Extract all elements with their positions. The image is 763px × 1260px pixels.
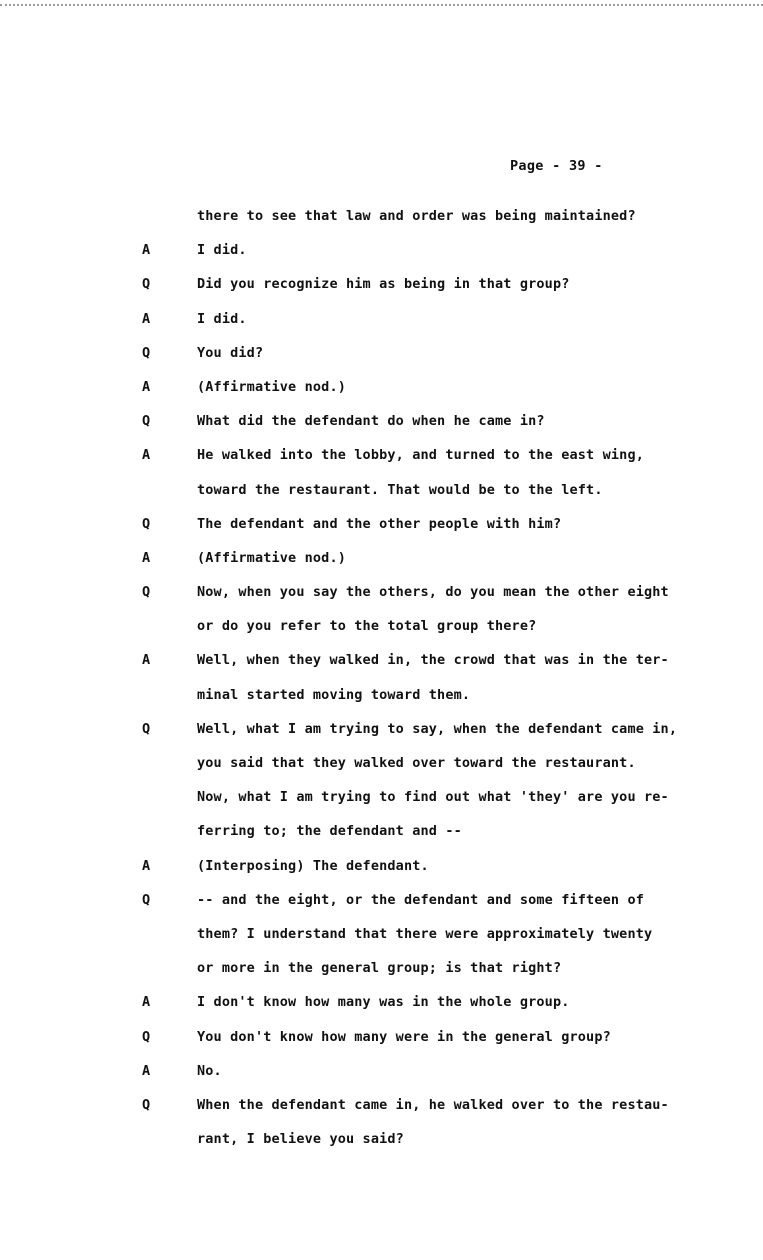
transcript-line xyxy=(0,719,763,753)
page-top-edge xyxy=(0,0,763,6)
speaker-label: Q xyxy=(142,413,151,430)
transcript-line xyxy=(0,1027,763,1061)
line-text: minal started moving toward them. xyxy=(197,686,471,703)
line-text: Now, when you say the others, do you mean the other eight xyxy=(197,584,669,601)
line-text: there to see that law and order was being maintained? xyxy=(197,208,636,224)
speaker-label: Q xyxy=(142,276,151,293)
line-text: You did? xyxy=(197,344,264,361)
transcript-line xyxy=(0,1061,763,1095)
transcript-line xyxy=(0,821,763,855)
line-text: You don't know how many were in the general group? xyxy=(197,1028,611,1045)
transcript-line xyxy=(0,616,763,650)
transcript-line xyxy=(0,445,763,479)
transcript-line xyxy=(0,411,763,445)
speaker-label: Q xyxy=(142,1096,151,1113)
transcript-line xyxy=(0,856,763,890)
line-text: He walked into the lobby, and turned to the east wing, xyxy=(197,447,644,464)
line-text: or more in the general group; is that right? xyxy=(197,960,562,977)
speaker-label: A xyxy=(142,994,151,1011)
transcript-line xyxy=(0,480,763,514)
speaker-label: Q xyxy=(142,515,151,532)
line-text: (Interposing) The defendant. xyxy=(197,857,429,874)
speaker-label: A xyxy=(142,652,151,669)
line-text: toward the restaurant. That would be to the left. xyxy=(197,481,603,498)
transcript-line xyxy=(0,992,763,1026)
transcript-line xyxy=(0,924,763,958)
line-text: I did. xyxy=(197,242,247,259)
speaker-label: A xyxy=(142,447,151,464)
speaker-label: Q xyxy=(142,891,151,908)
transcript-line xyxy=(0,343,763,377)
speaker-label: A xyxy=(142,242,151,259)
transcript-line xyxy=(0,582,763,616)
transcript-line xyxy=(0,274,763,308)
line-text: -- and the eight, or the defendant and some fifteen of xyxy=(197,891,644,908)
speaker-label: Q xyxy=(142,1028,151,1045)
transcript-line xyxy=(0,1095,763,1129)
line-text: No. xyxy=(197,1062,222,1079)
speaker-label: A xyxy=(142,549,151,566)
line-text: The defendant and the other people with him? xyxy=(197,515,562,532)
line-text: you said that they walked over toward the restaurant. xyxy=(197,755,636,771)
page-number: Page - 39 - xyxy=(510,158,603,174)
transcript-line xyxy=(0,309,763,343)
line-text: (Affirmative nod.) xyxy=(197,549,346,566)
line-text: rant, I believe you said? xyxy=(197,1131,404,1148)
transcript-line xyxy=(0,650,763,684)
line-text: them? I understand that there were approximately twenty xyxy=(197,925,653,942)
transcript-line xyxy=(0,240,763,274)
speaker-label: A xyxy=(142,378,151,395)
line-text: or do you refer to the total group there? xyxy=(197,618,537,635)
speaker-label: A xyxy=(142,1062,151,1079)
transcript-body xyxy=(0,206,763,1163)
speaker-label: A xyxy=(142,857,151,874)
line-text: Well, what I am trying to say, when the defendant came in, xyxy=(197,720,678,737)
transcript-line xyxy=(0,685,763,719)
transcript-line xyxy=(0,514,763,548)
line-text: Did you recognize him as being in that group? xyxy=(197,276,570,293)
line-text: (Affirmative nod.) xyxy=(197,378,346,395)
line-text: I did. xyxy=(197,310,247,327)
transcript-line xyxy=(0,958,763,992)
transcript-line xyxy=(0,787,763,821)
line-text: I don't know how many was in the whole group. xyxy=(197,994,570,1011)
line-text: ferring to; the defendant and -- xyxy=(197,823,462,840)
line-text: What did the defendant do when he came in? xyxy=(197,413,545,430)
line-text: When the defendant came in, he walked over to the restau- xyxy=(197,1096,669,1113)
speaker-label: A xyxy=(142,310,151,327)
speaker-label: Q xyxy=(142,720,151,737)
transcript-line xyxy=(0,1129,763,1163)
line-text: Well, when they walked in, the crowd that was in the ter- xyxy=(197,652,669,669)
speaker-label: Q xyxy=(142,344,151,361)
transcript-line xyxy=(0,377,763,411)
transcript-line xyxy=(0,753,763,787)
speaker-label: Q xyxy=(142,584,151,601)
transcript-line xyxy=(0,548,763,582)
transcript-line xyxy=(0,890,763,924)
transcript-line xyxy=(0,206,763,240)
line-text: Now, what I am trying to find out what 'they' are you re- xyxy=(197,789,669,806)
